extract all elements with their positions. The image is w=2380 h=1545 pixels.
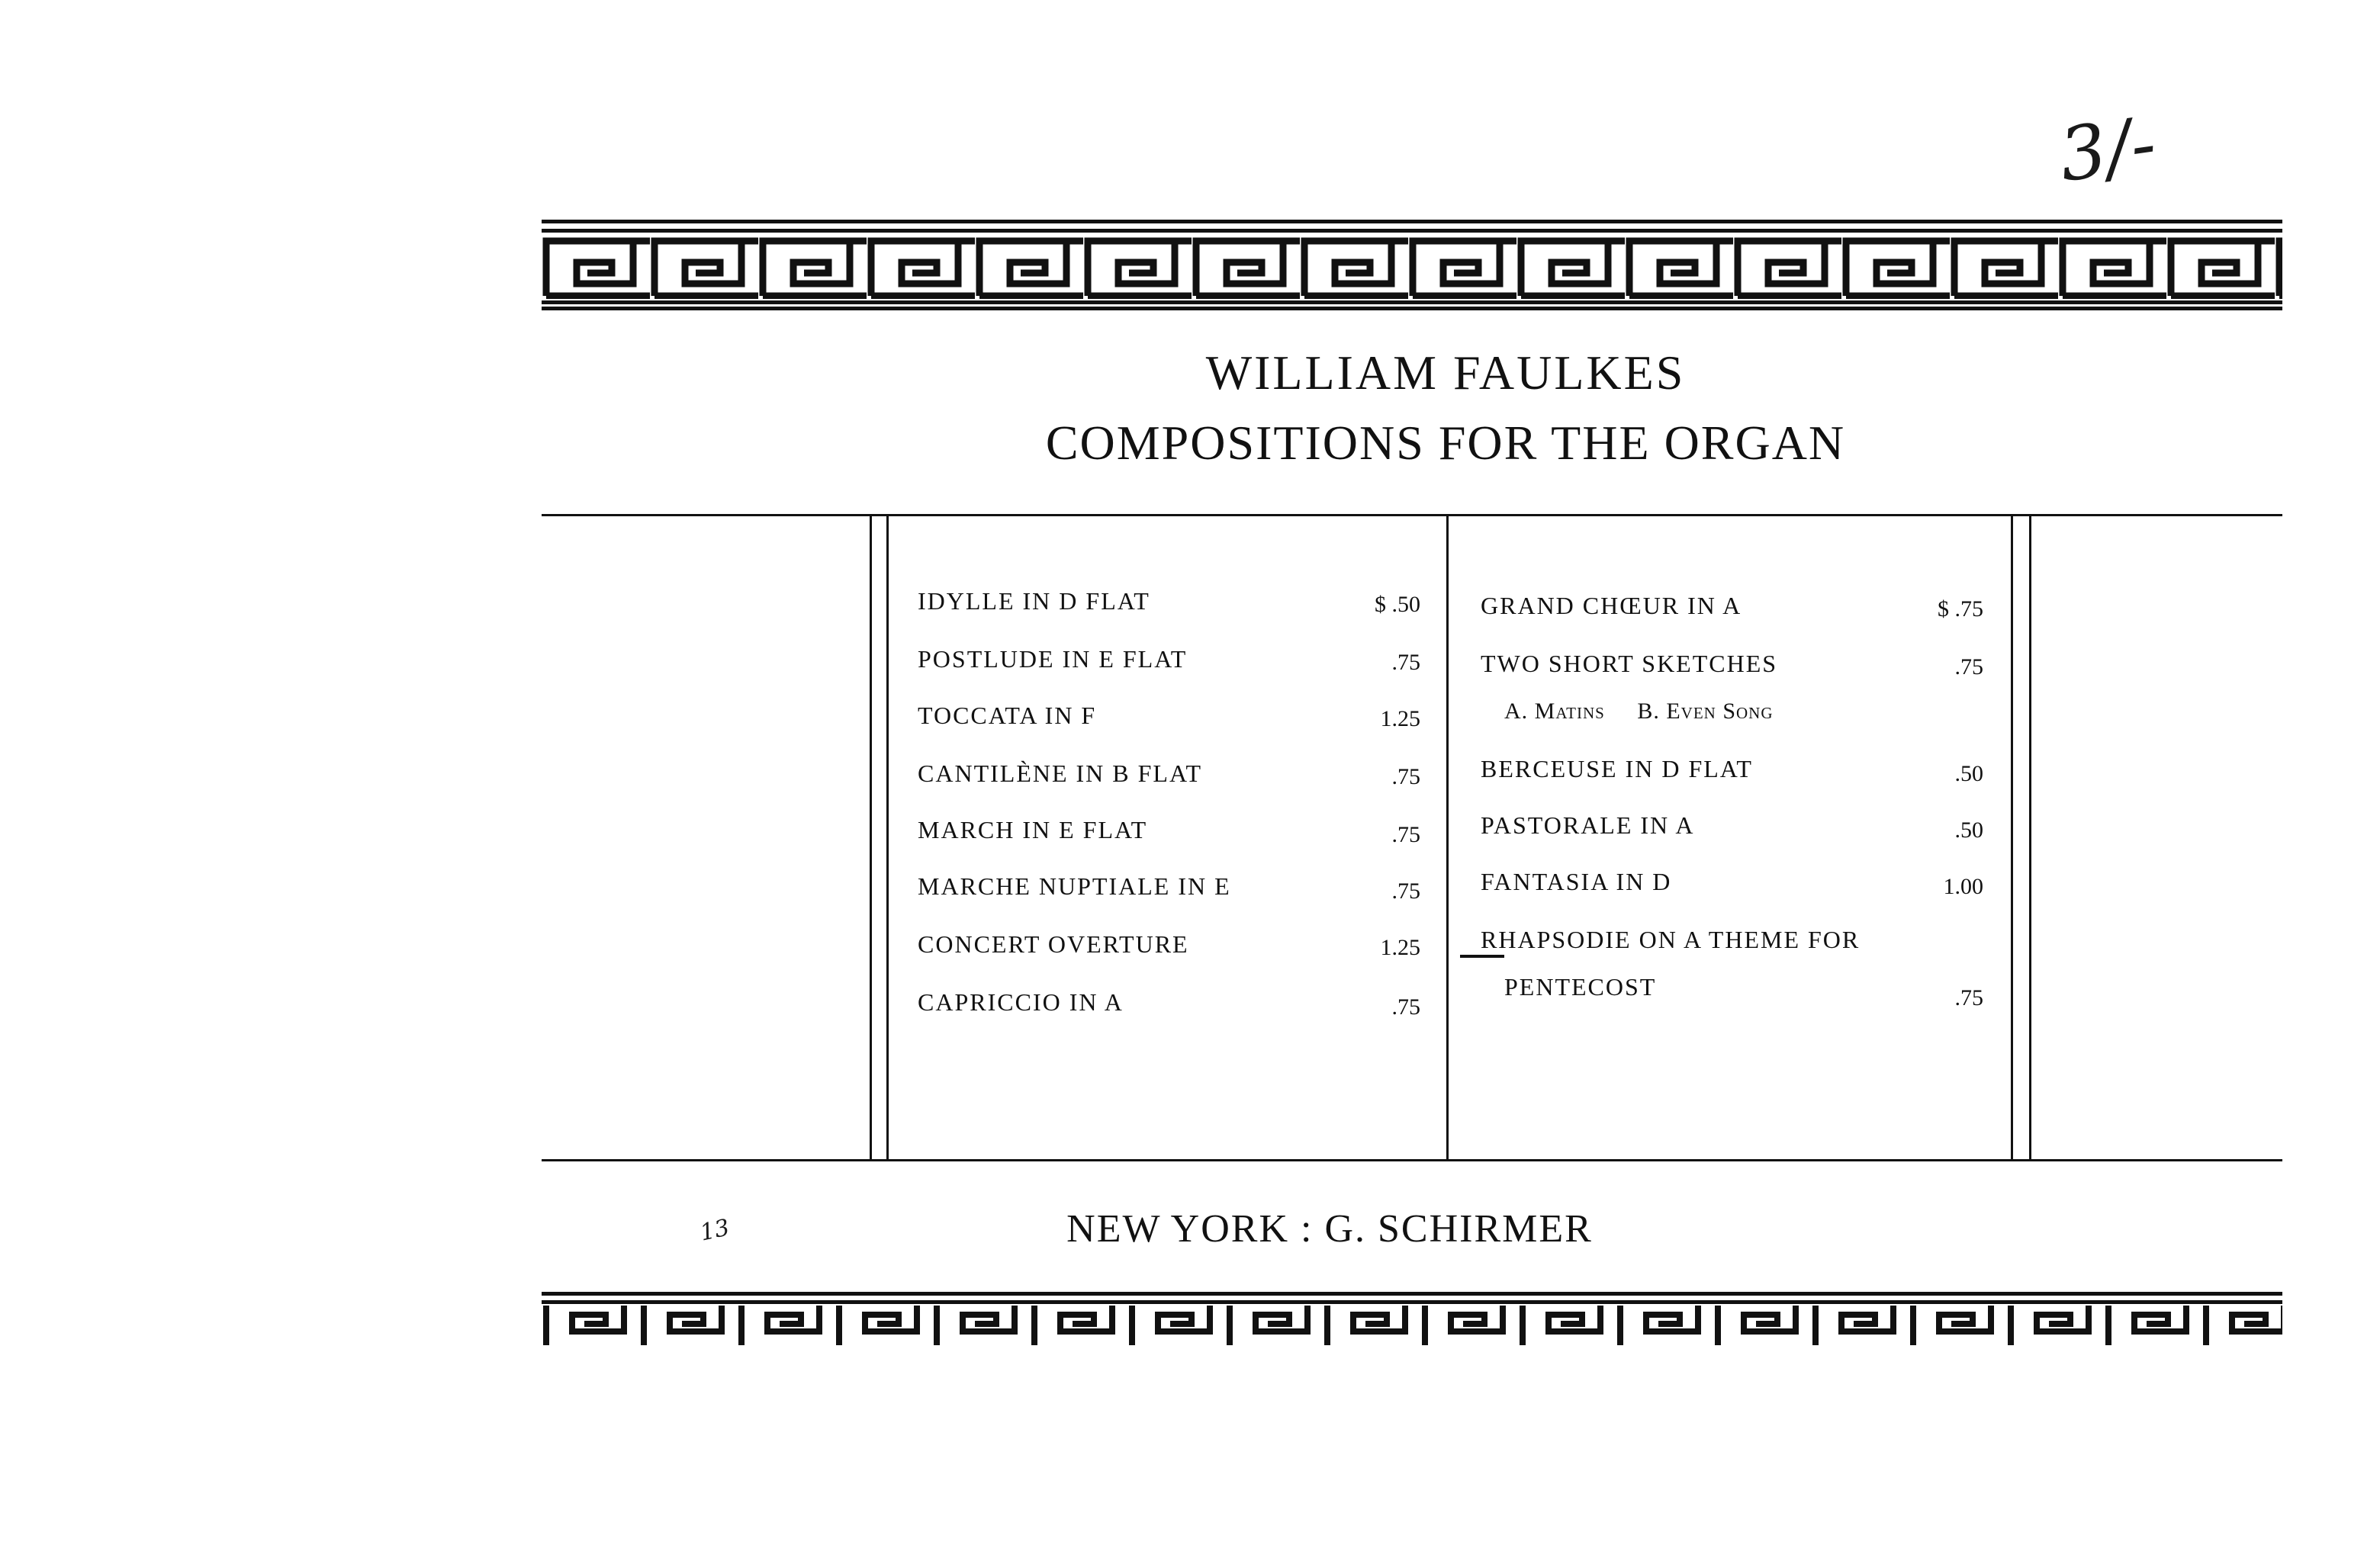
catalogue-item-price: 1.00 bbox=[1943, 874, 1983, 899]
box-top-rule bbox=[542, 514, 2282, 516]
box-bottom-rule bbox=[542, 1159, 2282, 1161]
catalogue-item-price: .75 bbox=[1391, 764, 1420, 789]
catalogue-item-price: .75 bbox=[1391, 878, 1420, 904]
catalogue-item-title: CANTILÈNE IN B FLAT bbox=[918, 760, 1203, 787]
bottom-greek-key-border bbox=[542, 1292, 2282, 1350]
publisher-imprint: NEW YORK : G. SCHIRMER bbox=[1066, 1207, 1593, 1251]
catalogue-item-title: TOCCATA IN F bbox=[918, 702, 1097, 729]
underline-mark bbox=[1460, 955, 1504, 958]
catalogue-item-price: .50 bbox=[1954, 817, 1983, 843]
catalogue-item-title: IDYLLE IN D FLAT bbox=[918, 587, 1150, 615]
catalogue-item-title: CONCERT OVERTURE bbox=[918, 930, 1189, 958]
catalogue-item-price: .75 bbox=[1954, 654, 1983, 679]
collection-title: COMPOSITIONS FOR THE ORGAN bbox=[1045, 416, 1846, 470]
catalogue-item-price: .75 bbox=[1391, 822, 1420, 847]
handwritten-price-mark: 3/- bbox=[2054, 100, 2162, 199]
catalogue-item-title: MARCHE NUPTIALE IN E bbox=[918, 872, 1231, 900]
catalogue-item-title: FANTASIA IN D bbox=[1481, 868, 1672, 895]
box-right-rule-outer bbox=[2029, 514, 2031, 1161]
catalogue-item-price: $ .50 bbox=[1375, 592, 1420, 617]
catalogue-item-price: $ .75 bbox=[1938, 596, 1983, 622]
catalogue-item-title: GRAND CHŒUR IN A bbox=[1481, 592, 1742, 619]
box-right-rule-inner bbox=[2011, 514, 2013, 1161]
box-left-rule-inner bbox=[886, 514, 889, 1161]
catalogue-item-title: BERCEUSE IN D FLAT bbox=[1481, 755, 1753, 782]
catalogue-item-title: MARCH IN E FLAT bbox=[918, 816, 1148, 843]
catalogue-item-title: RHAPSODIE ON A THEME FOR bbox=[1481, 926, 1861, 953]
box-left-rule-outer bbox=[870, 514, 872, 1161]
catalogue-item-price: .75 bbox=[1391, 650, 1420, 675]
catalogue-item-price: .75 bbox=[1954, 985, 1983, 1010]
catalogue-item-price: 1.25 bbox=[1380, 935, 1420, 960]
catalogue-item-price: .50 bbox=[1954, 761, 1983, 786]
catalogue-item-title: CAPRICCIO IN A bbox=[918, 988, 1124, 1016]
catalogue-sub-items: A. Matins B. Even Song bbox=[1504, 699, 1774, 724]
catalogue-item-title: PENTECOST bbox=[1504, 973, 1657, 1001]
top-greek-key-border bbox=[542, 220, 2282, 311]
catalogue-item-title: PASTORALE IN A bbox=[1481, 811, 1695, 839]
box-center-rule bbox=[1446, 514, 1449, 1161]
catalogue-item-title: TWO SHORT SKETCHES bbox=[1481, 650, 1778, 677]
catalogue-item-price: 1.25 bbox=[1380, 706, 1420, 731]
composer-name: WILLIAM FAULKES bbox=[1205, 345, 1686, 400]
catalogue-item-title: POSTLUDE IN E FLAT bbox=[918, 645, 1188, 673]
handwritten-margin-mark: 13 bbox=[697, 1214, 732, 1247]
catalogue-item-price: .75 bbox=[1391, 994, 1420, 1020]
